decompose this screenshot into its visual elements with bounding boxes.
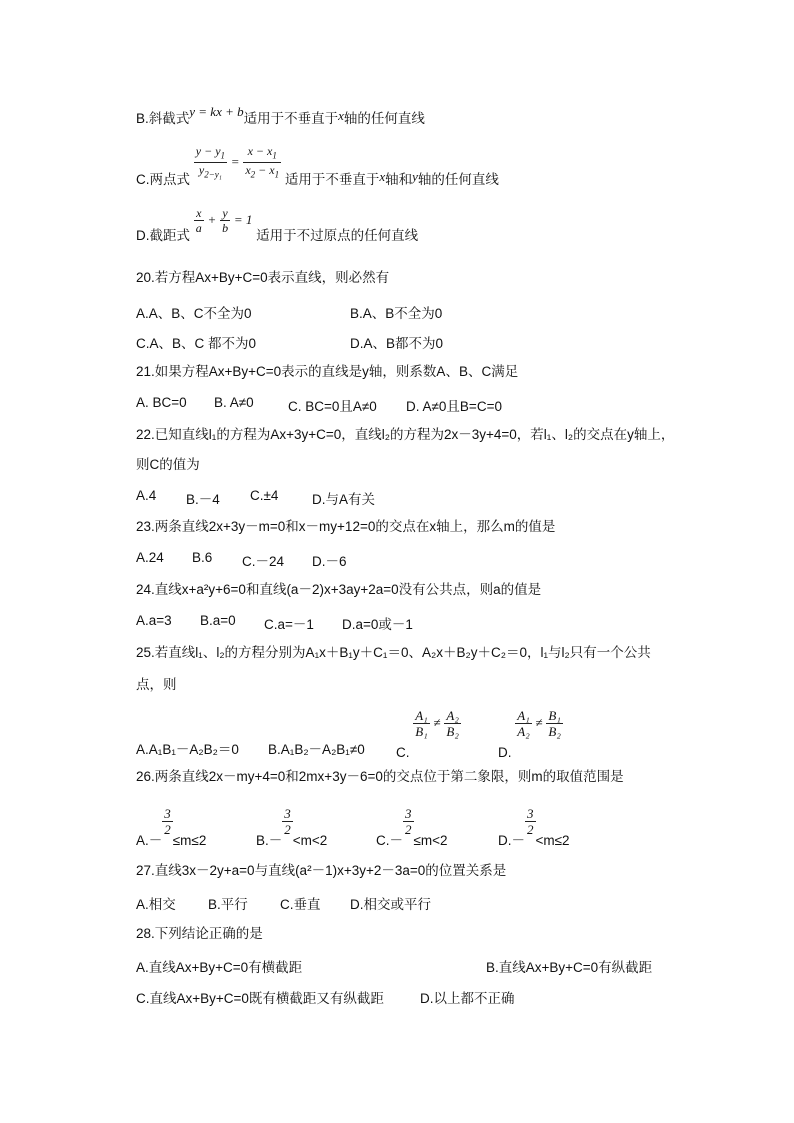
q26-option-c: C.－ $\frac{3}{2}$ ≤m<2 bbox=[376, 806, 448, 849]
q25-option-a: A.A₁B₁－A₂B₂＝0 bbox=[136, 742, 239, 757]
q25-option-b: B.A₁B₂－A₂B₁≠0 bbox=[268, 742, 365, 757]
q24-option-b: B.a=0 bbox=[200, 613, 236, 628]
formula: y = kx + b bbox=[189, 104, 244, 119]
q25-option-d: D. $\frac{\text{A₁}}{\text{A₂}}$ ≠ $\frac{\text{B₁}}{\text{B₂}}$ bbox=[498, 708, 561, 761]
q21-option-a: A. BC=0 bbox=[136, 395, 187, 410]
q28-option-a: A.直线Ax+By+C=0有横截距 bbox=[136, 960, 303, 975]
q22-option-a: A.4 bbox=[136, 488, 157, 503]
option-c-two-point bbox=[136, 144, 499, 192]
q23-option-a: A.24 bbox=[136, 550, 164, 565]
q27-option-c: C.垂直 bbox=[280, 897, 321, 912]
question-25-stem: 25.若直线l₁、l₂的方程分别为A₁x＋B₁y＋C₁＝0、A₂x＋B₂y＋C₂＝0，l₁与l₂只有一个公共 bbox=[136, 645, 651, 660]
fraction-3-2: $\frac{3}{2}$ bbox=[164, 806, 171, 837]
q26-option-b: B.－ $\frac{3}{2}$ <m<2 bbox=[256, 806, 328, 849]
q26-option-a: A.－ $\frac{3}{2}$ ≤m≤2 bbox=[136, 806, 207, 849]
q24-option-a: A.a=3 bbox=[136, 613, 172, 628]
q27-option-d: D.相交或平行 bbox=[350, 897, 431, 912]
question-20-stem: 20.若方程Ax+By+C=0表示直线，则必然有 bbox=[136, 270, 390, 285]
q25-option-c: C. $\frac{\text{A₁}}{\text{B₁}}$ ≠ $\frac{\text{A₂}}{\text{B₂}}$ bbox=[396, 708, 459, 761]
text: 适用于不垂直于 bbox=[284, 172, 380, 188]
question-21-stem: 21.如果方程Ax+By+C=0表示的直线是y轴，则系数A、B、C满足 bbox=[136, 364, 519, 379]
question-27-stem: 27.直线3x－2y+a=0与直线(a²－1)x+3y+2－3a=0的位置关系是 bbox=[136, 863, 507, 878]
q27-option-b: B.平行 bbox=[208, 897, 248, 912]
text: 轴的任何直线 bbox=[417, 172, 499, 188]
q26-option-d: D.－ $\frac{3}{2}$ <m≤2 bbox=[498, 806, 570, 849]
q21-option-b: B. A≠0 bbox=[214, 395, 254, 410]
fraction-3-2: $\frac{3}{2}$ bbox=[405, 806, 412, 837]
fraction: $\frac{\text{A₁}}{\text{B₁}}$ bbox=[415, 708, 428, 739]
q22-option-d: D.与A有关 bbox=[312, 492, 376, 507]
option-label: B.斜截式 bbox=[136, 111, 190, 126]
q20-option-d: D.A、B都不为0 bbox=[350, 336, 444, 351]
question-24-stem: 24.直线x+a²y+6=0和直线(a－2)x+3ay+2a=0没有公共点，则a的值是 bbox=[136, 582, 542, 597]
fraction-3-2: $\frac{3}{2}$ bbox=[284, 806, 291, 837]
q24-option-c: C.a=－1 bbox=[264, 617, 314, 632]
question-28-stem: 28.下列结论正确的是 bbox=[136, 926, 263, 941]
option-label: D.截距式 bbox=[136, 228, 190, 244]
fraction: $\frac{\text{A₂}}{\text{B₂}}$ bbox=[446, 708, 459, 739]
rhs: = 1 bbox=[233, 212, 253, 228]
text: 适用于不垂直于 bbox=[243, 111, 339, 126]
fraction: $\frac{\text{A₁}}{\text{A₂}}$ bbox=[517, 708, 530, 739]
q24-option-d: D.a=0或－1 bbox=[342, 617, 413, 632]
q21-option-c: C. BC=0且A≠0 bbox=[288, 399, 377, 414]
q23-option-b: B.6 bbox=[192, 550, 213, 565]
question-26-stem: 26.两条直线2x－my+4=0和2mx+3y－6=0的交点位于第二象限，则m的取值范围是 bbox=[136, 769, 624, 784]
question-22-stem-cont: 则C的值为 bbox=[136, 457, 200, 472]
q23-option-d: D.－6 bbox=[312, 554, 347, 569]
equals: = bbox=[230, 154, 240, 170]
fraction-x-a: $\frac{x}{a}$ bbox=[195, 206, 202, 235]
text: 适用于不过原点的任何直线 bbox=[256, 228, 419, 244]
fraction-lhs: $\frac{y - y_1}{y_{2-y_1}}$ bbox=[195, 144, 226, 180]
question-22-stem: 22.已知直线l₁的方程为Ax+3y+C=0，直线l₂的方程为2x－3y+4=0，若l₁、l₂的交点在y轴上， bbox=[136, 427, 675, 442]
option-label: C.两点式 bbox=[136, 172, 190, 188]
fraction-y-b: $\frac{y}{b}$ bbox=[222, 206, 229, 235]
text: 轴和 bbox=[385, 172, 413, 188]
question-25-stem-cont: 点，则 bbox=[136, 677, 177, 692]
q22-option-b: B.－4 bbox=[186, 492, 220, 507]
option-b-slope-intercept bbox=[136, 104, 425, 128]
q22-option-c: C.±4 bbox=[250, 488, 279, 503]
var: x bbox=[338, 108, 344, 123]
q20-option-b: B.A、B不全为0 bbox=[350, 306, 443, 321]
text: 轴的任何直线 bbox=[343, 111, 425, 126]
q21-option-d: D. A≠0且B=C=0 bbox=[406, 399, 502, 414]
var: x bbox=[379, 169, 386, 185]
plus: + bbox=[207, 212, 217, 228]
var: y bbox=[412, 169, 418, 185]
q20-option-c: C.A、B、C 都不为0 bbox=[136, 336, 257, 351]
q23-option-c: C.－24 bbox=[242, 554, 285, 569]
fraction-rhs: $\frac{x - x_1}{x_2 - x_1}$ bbox=[245, 144, 280, 180]
option-d-intercept bbox=[136, 206, 419, 252]
question-23-stem: 23.两条直线2x+3y－m=0和x－my+12=0的交点在x轴上，那么m的值是 bbox=[136, 519, 556, 534]
fraction: $\frac{\text{B₁}}{\text{B₂}}$ bbox=[548, 708, 561, 739]
q28-option-b: B.直线Ax+By+C=0有纵截距 bbox=[486, 960, 653, 975]
q27-option-a: A.相交 bbox=[136, 897, 176, 912]
q28-option-c: C.直线Ax+By+C=0既有横截距又有纵截距 bbox=[136, 991, 384, 1006]
fraction-3-2: $\frac{3}{2}$ bbox=[527, 806, 534, 837]
q28-option-d: D.以上都不正确 bbox=[420, 991, 515, 1006]
q20-option-a: A.A、B、C不全为0 bbox=[136, 306, 252, 321]
